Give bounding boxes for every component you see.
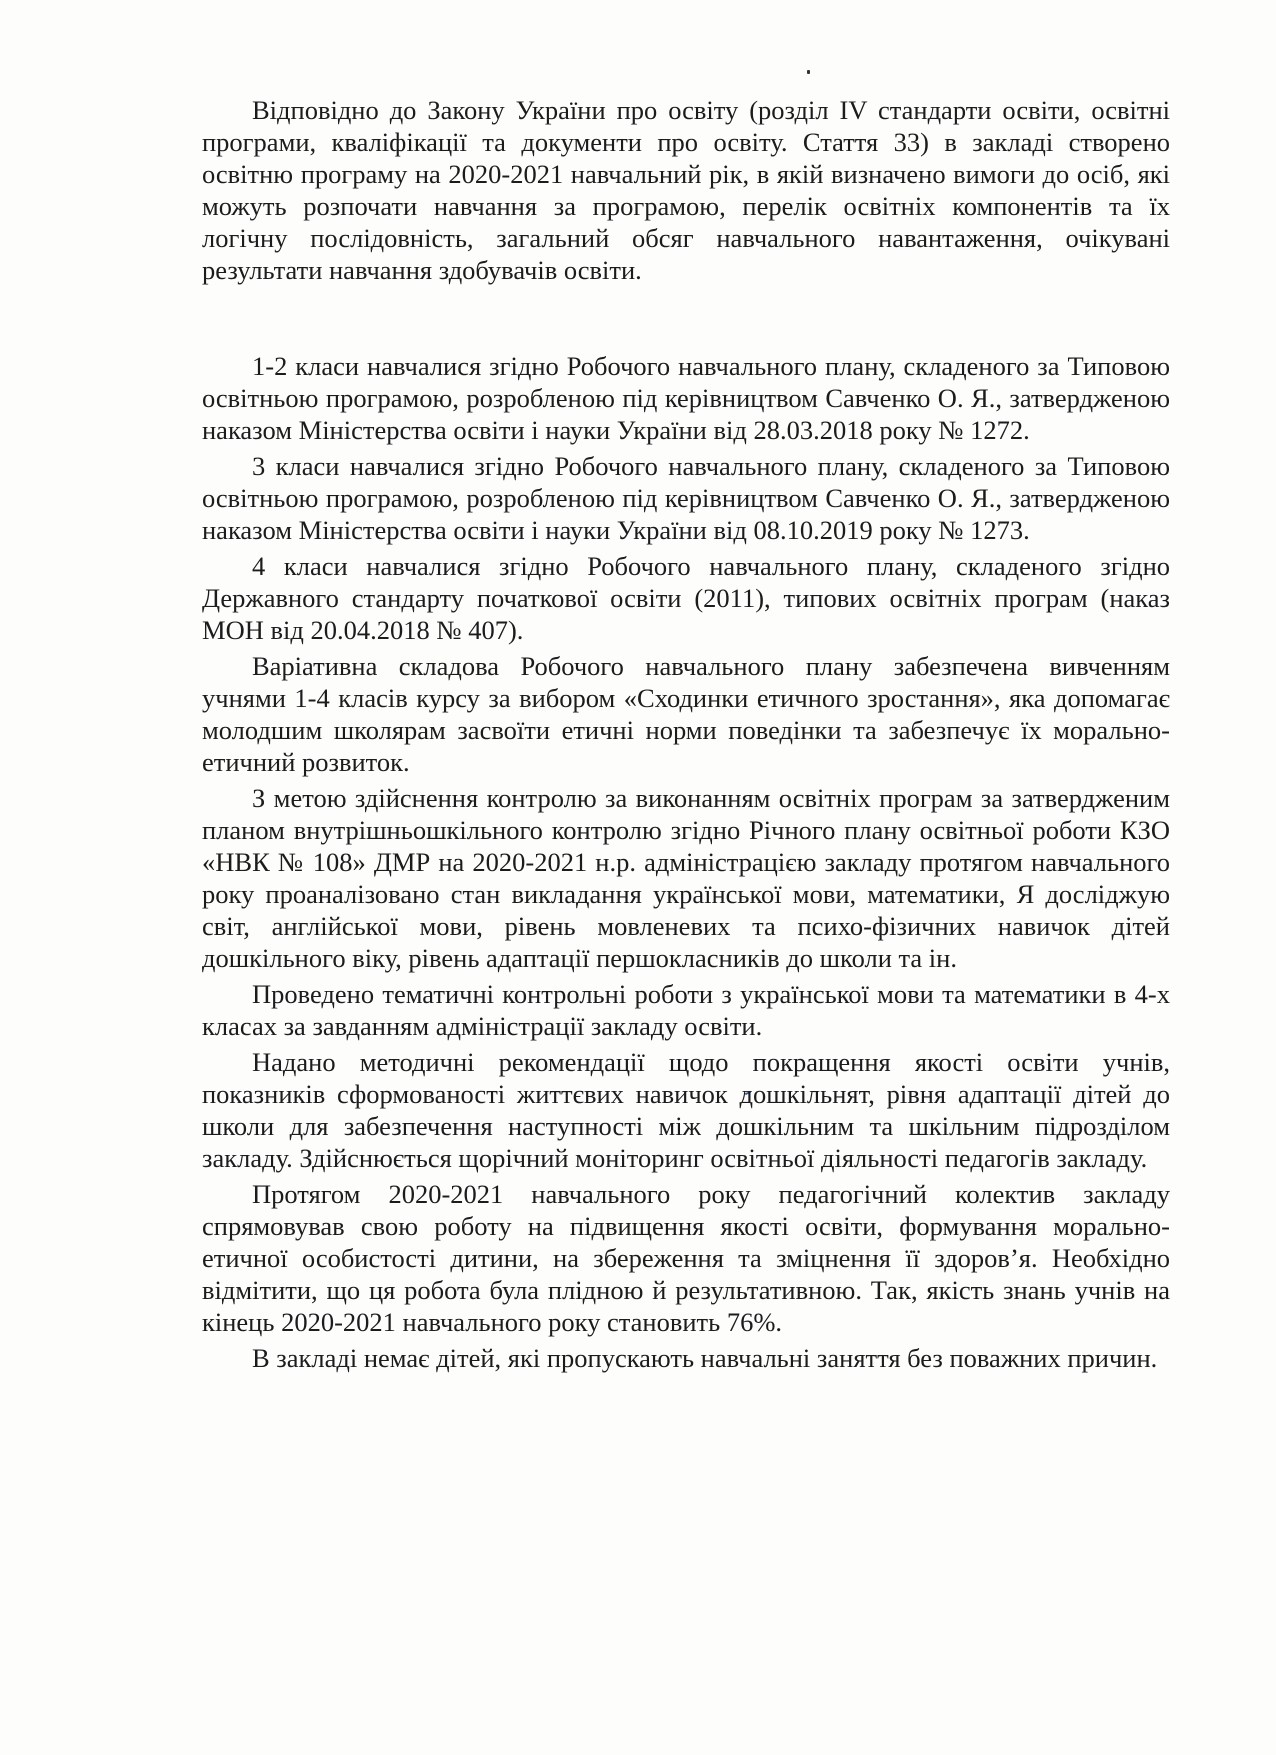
paragraph-year-summary: Протягом 2020-2021 навчального року педагогічний колектив закладу спрямовував свою роботу на підвищення якості освіти, формування морально-етичної особистості дитини, на збереження та зміцнення її здоров’я. Необхідно відмітити, що ця робота була плідною й результативною. Так, якість знань учнів на кінець 2020-2021 навчального року становить 76%. <box>202 1179 1170 1337</box>
paragraph-control: З метою здійснення контролю за виконанням освітніх програм за затвердженим планом внутрішньошкільного контролю згідно Річного плану освітньої роботи КЗО «НВК № 108» ДМР на 2020-2021 н.р. адміністрацією закладу протягом навчального року проаналізовано стан викладання української мови, математики, Я досліджую світ, англійської мови, рівень мовленевих та психо-фізичних навичок дітей дошкільного віку, рівень адаптації першокласників до школи та ін. <box>202 783 1170 973</box>
document-body <box>202 94 1170 1374</box>
paragraph-attendance: В закладі немає дітей, які пропускають навчальні заняття без поважних причин. <box>252 1343 1158 1373</box>
paragraph-grades-4: 4 класи навчалися згідно Робочого навчального плану, складеного згідно Державного стандарту початкової освіти (2011), типових освітніх програм (наказ МОН від 20.04.2018 № 407). <box>202 551 1170 645</box>
paragraph-law-reference: Відповідно до Закону України про освіту (розділ IV стандарти освіти, освітні програми, кваліфікації та документи про освіту. Стаття 33) в закладі створено освітню програму на 2020-2021 навчальний рік, в якій визначено вимоги до осіб, які можуть розпочати навчання за програмою, перелік освітніх компонентів та їх логічну послідовність, загальний обсяг навчального навантаження, очікувані результати навчання здобувачів освіти. <box>202 95 1170 285</box>
paragraph-variative-component: Варіативна складова Робочого навчального плану забезпечена вивченням учнями 1-4 класів курсу за вибором «Сходинки етичного зростання», яка допомагає молодшим школярам засвоїти етичні норми поведінки та забезпечує їх морально-етичний розвиток. <box>202 651 1170 777</box>
paragraph-thematic-tests: Проведено тематичні контрольні роботи з української мови та математики в 4-х класах за завданням адміністрації закладу освіти. <box>202 979 1170 1041</box>
paragraph-grades-3: 3 класи навчалися згідно Робочого навчального плану, складеного за Типовою освітньою програмою, розробленою під керівництвом Савченко О. Я., затвердженою наказом Міністерства освіти і науки України від 08.10.2019 року № 1273. <box>202 451 1170 545</box>
paragraph-gap <box>202 286 1170 350</box>
paragraph-recommendations: Надано методичні рекомендації щодо покращення якості освіти учнів, показників сформованості життєвих навичок дошкільнят, рівня адаптації дітей до школи для забезпечення наступності між дошкільним та шкільним підрозділом закладу. Здійснюється щорічний моніторинг освітньої діяльності педагогів закладу. <box>202 1047 1170 1173</box>
ink-dot-mark <box>807 70 810 74</box>
paragraph-grades-1-2: 1-2 класи навчалися згідно Робочого навчального плану, складеного за Типовою освітньою програмою, розробленою під керівництвом Савченко О. Я., затвердженою наказом Міністерства освіти і науки України від 28.03.2018 року № 1272. <box>202 351 1170 445</box>
